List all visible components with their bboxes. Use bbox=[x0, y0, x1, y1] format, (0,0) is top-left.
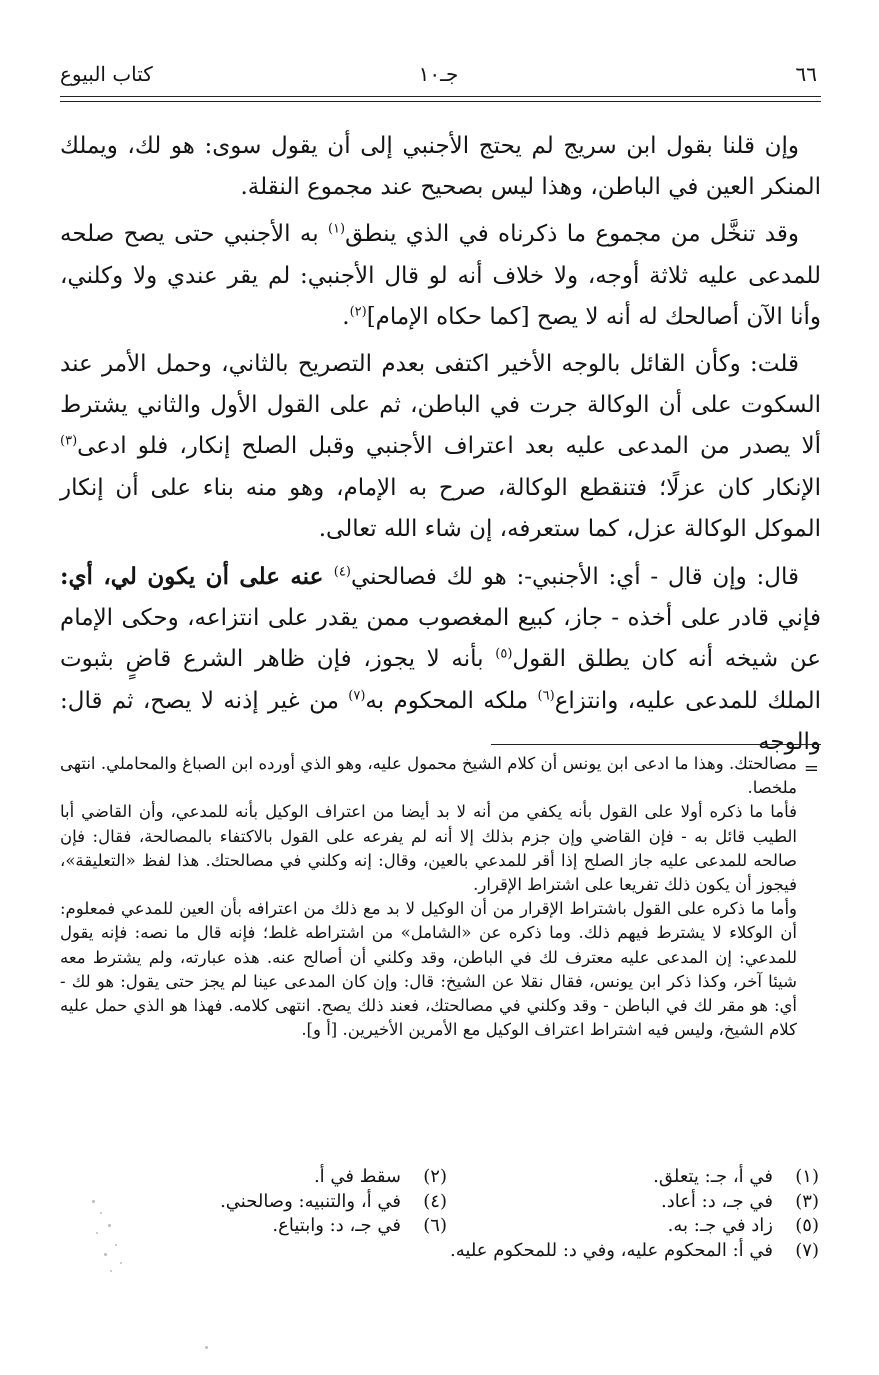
volume-label: جـ١٠ bbox=[418, 62, 459, 86]
footnote-row bbox=[60, 1214, 819, 1239]
page-number: ٦٦ bbox=[795, 62, 817, 86]
running-header bbox=[60, 62, 817, 94]
footnote-5: (٥)زاد في جـ: به. bbox=[667, 1215, 819, 1236]
footnote-7: (٧)في أ: المحكوم عليه، وفي د: للمحكوم عليه. bbox=[450, 1239, 819, 1261]
footnote-ref-5: (٥) bbox=[495, 646, 513, 662]
paragraph-1: وإن قلنا بقول ابن سريج لم يحتج الأجنبي إلى أن يقول سوى: هو لك، ويملك المنكر العين في الباطن، وهذا ليس بصحيح عند مجموع النقلة. bbox=[60, 133, 821, 201]
bold-matn: عنه على أن يكون لي، أي: bbox=[60, 563, 334, 591]
footnote-1: (١)في أ، جـ: يتعلق. bbox=[653, 1166, 819, 1187]
main-text bbox=[60, 126, 821, 763]
paragraph-4: قال: وإن قال - أي: الأجنبي-: هو لك فصالحني$^{(٤)}$ عنه على أن يكون لي، أي: فإني قادر على أخذه - جاز، كبيع المغصوب ممن يقدر على انتزاعه، وحكى الإمام عن شيخه أنه كان يطلق القول$^{(٥)}$ بأنه لا يجوز، فإن ظاهر الشرع قاضٍ بثبوت الملك للمدعى عليه، وانتزاع$^{(٦)}$ ملكه المحكوم به$^{(٧)}$ من غير إذنه لا يصح، ثم قال: والوجه bbox=[60, 563, 822, 755]
note-paragraph-1: مصالحتك. وهذا ما ادعى ابن يونس أن كلام الشيخ محمول عليه، وهو الذي أورده ابن الصباغ والمحاملي. انتهى ملخصا. bbox=[60, 754, 797, 798]
variant-footnotes bbox=[60, 1165, 819, 1263]
paragraph-3: قلت: وكأن القائل بالوجه الأخير اكتفى بعدم التصريح بالثاني، وحمل الأمر عند السكوت على أن الوكالة جرت في الباطن، ثم على القول الأول والثاني يشترط ألا يصدر من المدعى عليه بعد اعتراف الأجنبي وقبل الصلح إنكار، فلو ادعى$^{(٣)}$ الإنكار كان عزلًا؛ فتنقطع الوكالة، صرح به الإمام، وهو منه بناء على أن إنكار الموكل الوكالة عزل، كما ستعرفه، إن شاء الله تعالى. bbox=[60, 351, 821, 542]
footnote-ref-2: (٢) bbox=[349, 304, 367, 320]
note-paragraph-2: فأما ما ذكره أولا على القول بأنه يكفي من أنه لا بد أيضا من اعتراف الوكيل بأنه للمدعي، وأن القاضي أبا الطيب قائل به - فإن القاضي وإن جزم بذلك إلا أنه لم يفرعه على القول بالاكتفاء بالمصالحة، فقال: فإن صالحه للمدعى عليه جاز الصلح إذا أقر للمدعي بالعين، وقال: إنه وكلني في مصالحتك. هذا لفظ «التعليقة»، فيجوز أن يكون ذلك تفريعا على اشتراط الإقرار. bbox=[60, 802, 797, 895]
footnote-row bbox=[60, 1165, 819, 1190]
book-title: كتاب البيوع bbox=[60, 62, 153, 86]
footnote-6: (٦)في جـ، د: وابتياع. bbox=[272, 1215, 447, 1236]
footnote-4: (٤)في أ، والتنبيه: وصالحني. bbox=[220, 1190, 447, 1212]
commentary-notes bbox=[60, 752, 797, 1042]
footnote-3: (٣)في جـ، د: أعاد. bbox=[660, 1190, 819, 1212]
footnote-row bbox=[60, 1190, 819, 1215]
footnote-ref-1: (١) bbox=[327, 221, 346, 237]
footnote-separator bbox=[491, 744, 821, 745]
footnote-ref-3: (٣) bbox=[60, 433, 78, 449]
footnote-ref-7: (٧) bbox=[348, 687, 366, 703]
footnote-ref-4: (٤) bbox=[333, 564, 351, 580]
footnote-ref-6: (٦) bbox=[537, 687, 555, 703]
footnote-row bbox=[60, 1239, 819, 1264]
header-rule-thick bbox=[60, 96, 821, 97]
paragraph-2: وقد تنخَّل من مجموع ما ذكرناه في الذي ينطق$^{(١)}$ به الأجنبي حتى يصح صلحه للمدعى عليه ثلاثة أوجه، ولا خلاف أنه لو قال الأجنبي: لم يقر عندي ولا وكلني، وأنا الآن أصالحك له أنه لا يصح [كما حكاه الإمام]$^{(٢)}$. bbox=[60, 221, 821, 330]
header-rule-thin bbox=[60, 101, 821, 102]
footnote-2: (٢)سقط في أ. bbox=[313, 1166, 447, 1187]
continuation-mark: = bbox=[803, 758, 819, 779]
note-paragraph-3: وأما ما ذكره على القول باشتراط الإقرار من أن الوكيل لا بد مع ذلك من اعترافه بأن العين للمدعي فمعلوم: أن الوكلاء لا يشترط فيهم ذلك. وما ذكره عن «الشامل» من اشتراطه غلط؛ فإنه قال ما نصه: فإنه يقول للمدعي: إن المدعى عليه معترف لك في الباطن، وقد وكلني أن أصالح عنه. هذه عبارته، ولم يشترط معه شيئا آخر، وكذا ذكر ابن يونس، فقال نقلا عن الشيخ: قال: وإن كان المدعى عينا لم يجز حتى يقول: هو لك - أي: هو مقر لك في الباطن - وقد وكلني في مصالحتك، فعند ذلك يصح. انتهى كلامه. فهذا هو الذي حمل عليه كلام الشيخ، وليس فيه اشتراط اعتراف الوكيل مع الأمرين الأخيرين. [أ و]. bbox=[60, 899, 797, 1040]
